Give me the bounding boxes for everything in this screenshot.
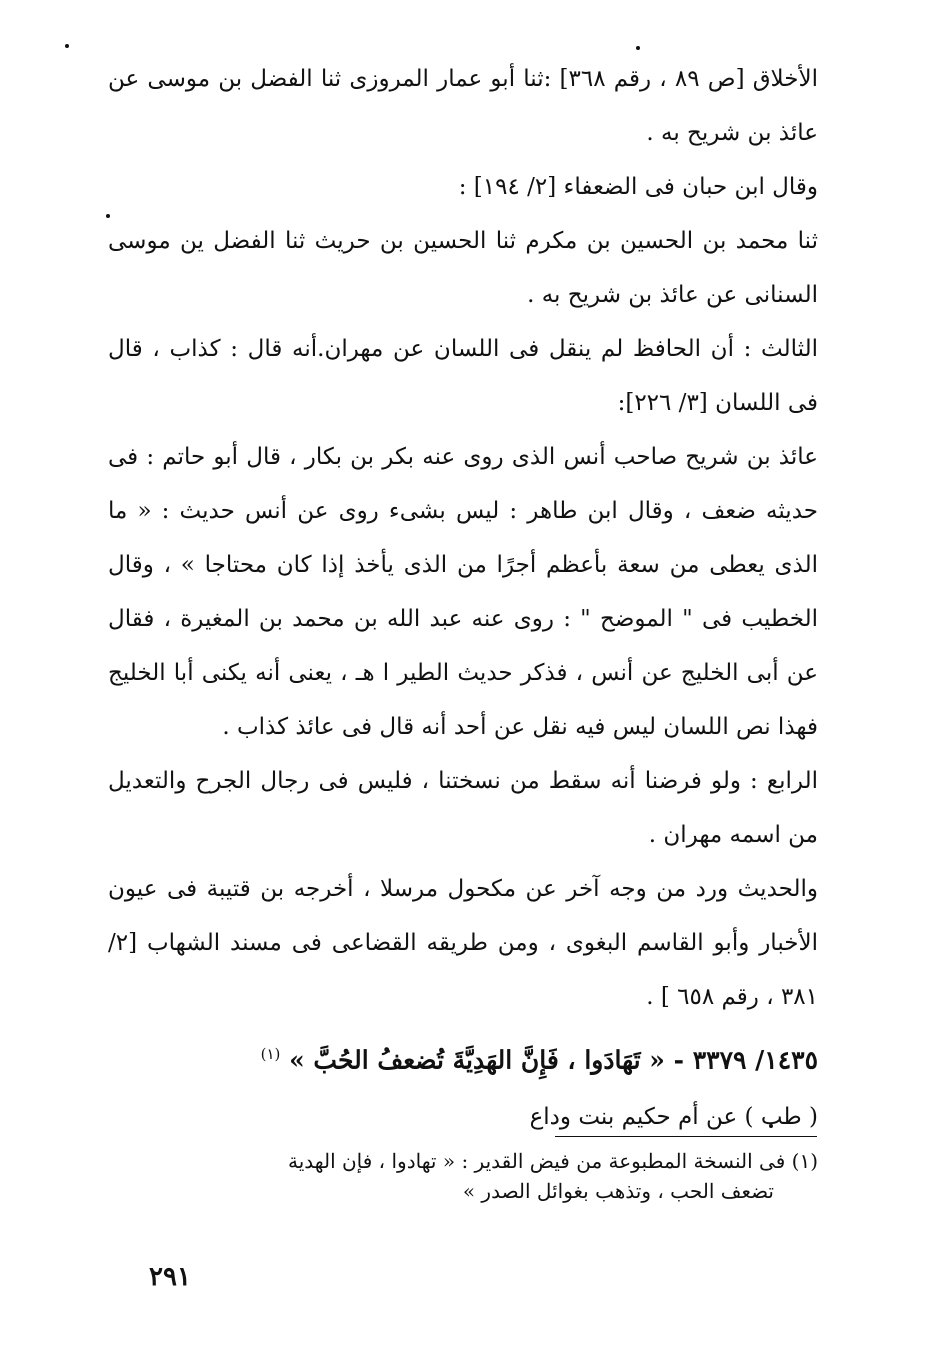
footnote-line: (١) فى النسخة المطبوعة من فيض القدير : « تهادوا ، فإن الهدية	[287, 1149, 818, 1173]
hadith-heading	[108, 1024, 818, 1090]
paragraph-third-point: الثالث : أن الحافظ لم ينقل فى اللسان عن مهران.أنه قال : كذاب ، قال فى اللسان [٣/ ٢٢٦]:	[108, 336, 818, 416]
main-text	[108, 52, 818, 1144]
speck-mark	[65, 44, 69, 48]
footnotes	[108, 1146, 818, 1206]
hadith-source: ( طب ) عن أم حكيم بنت وداع	[529, 1104, 818, 1131]
footnote-divider	[555, 1136, 817, 1137]
hadith-text: « تَهَادَوا ، فَإِنَّ الهَدِيَّةَ تُضعفُ الحُبَّ »	[289, 1045, 665, 1075]
paragraph-ibn-hibban: وقال ابن حبان فى الضعفاء [٢/ ١٩٤] :	[458, 174, 818, 200]
footnote-marker: (١)	[260, 1045, 281, 1063]
paragraph-akhlaq: الأخلاق [ص ٨٩ ، رقم ٣٦٨] :ثنا أبو عمار المروزى ثنا الفضل بن موسى عن عائذ بن شريح به .	[108, 66, 819, 146]
paragraph-fourth-point: الرابع : ولو فرضنا أنه سقط من نسختنا ، فليس فى رجال الجرح والتعديل من اسمه مهران .	[108, 768, 818, 848]
page-number: ٢٩١	[149, 1262, 191, 1292]
paragraph-lisan-quote: عائذ بن شريح صاحب أنس الذى روى عنه بكر بن بكار ، قال أبو حاتم : فى حديثه ضعف ، وقال ابن طاهر : ليس بشىء روى عن أنس حديث : « ما الذى يعطى من سعة بأعظم أجرًا من الذى يأخذ إذا كان محتاجا » ، وقال الخطيب فى " الموضح " : روى عنه عبد الله بن محمد بن المغيرة ، فقال عن أبى الخليج عن أنس ، فذكر حديث الطير ا هـ ، يعنى أنه يكنى أبا الخليج فهذا نص اللسان ليس فيه نقل عن أحد أنه قال فى عائذ كذاب .	[108, 444, 818, 740]
footnote-line: تضعف الحب ، وتذهب بغوائل الصدر »	[462, 1179, 774, 1203]
speck-mark	[636, 46, 640, 50]
hadith-number: ١٤٣٥/ ٣٣٧٩ -	[673, 1045, 818, 1075]
paragraph-other-route: والحديث ورد من وجه آخر عن مكحول مرسلا ، أخرجه بن قتيبة فى عيون الأخبار وأبو القاسم البغوى ، ومن طريقه القضاعى فى مسند الشهاب [٢/ ٣٨١ ، رقم ٦٥٨ ] .	[108, 876, 818, 1010]
paragraph-isnad: ثنا محمد بن الحسين بن مكرم ثنا الحسين بن حريث ثنا الفضل ين موسى السنانى عن عائذ بن شريح به .	[108, 228, 818, 308]
